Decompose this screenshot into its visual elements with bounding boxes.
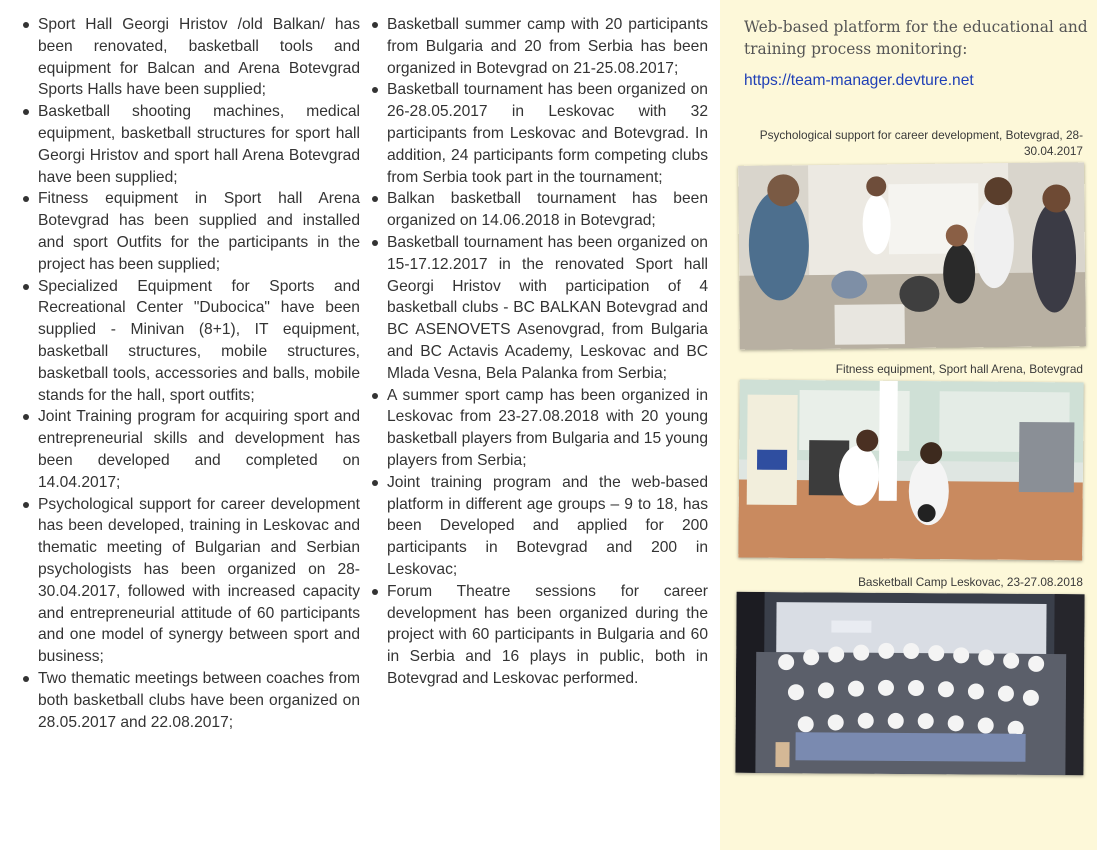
photo-illustration	[735, 592, 1084, 775]
list-item: Basketball summer camp with 20 participants from Bulgaria and 20 from Serbia has been organized in Botevgrad on 21-25.08.2017;	[369, 14, 708, 79]
photo-caption: Fitness equipment, Sport hall Arena, Botevgrad	[835, 362, 1083, 376]
photo-psychological-training	[738, 162, 1086, 350]
left-bullet-list	[20, 14, 360, 733]
photo-caption: Psychological support for career development, Botevgrad, 28-30.04.2017	[759, 128, 1083, 158]
left-text-column	[20, 14, 360, 733]
photo-illustration	[738, 162, 1086, 350]
list-item: Balkan basketball tournament has been organized on 14.06.2018 in Botevgrad;	[369, 188, 708, 232]
list-item: Basketball tournament has been organized on 15-17.12.2017 in the renovated Sport hall Georgi Hristov with participation of 4 basketball clubs - BC BALKAN Botevgrad and BC ASENOVETS Asenovgrad, from Bulgaria and BC Actavis Academy, Leskovac and BC Mlada Vesna, Bela Palanka from Serbia;	[369, 232, 708, 385]
list-item: Joint Training program for acquiring sport and entrepreneurial skills and development has been developed and completed on 14.04.2017;	[20, 406, 360, 493]
middle-bullet-list	[369, 14, 708, 690]
sidebar-panel	[720, 0, 1097, 850]
photo-illustration	[738, 380, 1084, 561]
platform-title: Web-based platform for the educational and training process monitoring:	[744, 18, 1088, 58]
list-item: Forum Theatre sessions for career development has been organized during the project with 60 participants in Bulgaria and 60 in Serbia and 16 plays in public, both in Botevgrad and Leskovac performed.	[369, 581, 708, 690]
list-item: Fitness equipment in Sport hall Arena Botevgrad has been supplied and installed and sport Outfits for the participants in the project has been supplied;	[20, 188, 360, 275]
platform-link[interactable]: https://team-manager.devture.net	[744, 72, 974, 89]
list-item: A summer sport camp has been organized in Leskovac from 23-27.08.2018 with 20 young basketball players from Bulgaria and 15 young players from Serbia;	[369, 385, 708, 472]
list-item: Specialized Equipment for Sports and Recreational Center "Dubocica" have been supplied - Minivan (8+1), IT equipment, basketball structures, mobile structures, basketball tools, accessories and balls, mobile stands for the hall, sport outfits;	[20, 276, 360, 407]
photo-basketball-camp	[735, 592, 1084, 775]
list-item: Joint training program and the web-based platform in different age groups – 9 to 18, has been Developed and applied for 200 participants in Botevgrad and 200 in Leskovac;	[369, 472, 708, 581]
photo-fitness-equipment	[738, 380, 1084, 561]
list-item: Basketball shooting machines, medical equipment, basketball structures for sport hall Georgi Hristov and sport hall Arena Botevgrad have been supplied;	[20, 101, 360, 188]
list-item: Two thematic meetings between coaches from both basketball clubs have been organized on 28.05.2017 and 22.08.2017;	[20, 668, 360, 733]
list-item: Psychological support for career development has been developed, training in Leskovac and thematic meeting of Bulgarian and Serbian psychologists has been organized on 28-30.04.2017, followed with increased capacity and entrepreneurial attitude of 60 participants and one model of synergy between sport and business;	[20, 494, 360, 668]
list-item: Basketball tournament has been organized on 26-28.05.2017 in Leskovac with 32 participants from Leskovac and Botevgrad. In addition, 24 participants form competing clubs from Serbia took part in the tournament;	[369, 79, 708, 188]
photo-caption: Basketball Camp Leskovac, 23-27.08.2018	[858, 575, 1083, 589]
middle-text-column	[369, 14, 708, 690]
list-item: Sport Hall Georgi Hristov /old Balkan/ has been renovated, basketball tools and equipment for Balcan and Arena Botevgrad Sports Halls have been supplied;	[20, 14, 360, 101]
